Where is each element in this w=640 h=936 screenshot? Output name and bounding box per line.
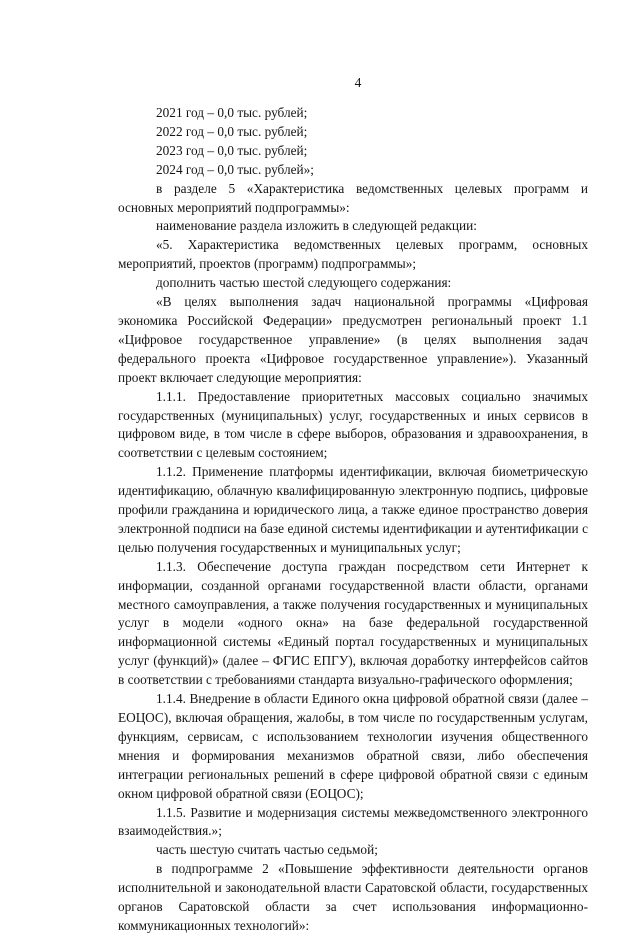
budget-line-2022: 2022 год – 0,0 тыс. рублей; [156,123,308,139]
paragraph-new-title: «5. Характеристика ведомственных целевых программ, основных мероприятий, проектов (программ) подпрограммы»; [118,237,588,272]
budget-line-2023: 2023 год – 0,0 тыс. рублей; [156,142,308,158]
item-1-1-3: 1.1.3. Обеспечение доступа граждан посредством сети Интернет к информации, созданной органами государственной власти области, органами местного самоуправления, а также получения государственных и муниципальных услуг в модели «одного окна» на базе федеральной государственной информационной системы «Единый портал государственных и муниципальных услуг (функций)» (далее – ФГИС ЕПГУ), включая доработку интерфейсов сайтов в соответствии с требованиями стандарта визуально-графического оформления; [118,558,588,688]
paragraph-rename-section: наименование раздела изложить в следующей редакции: [156,218,477,234]
paragraph-add-part-six: дополнить частью шестой следующего содержания: [156,275,452,291]
paragraph-subprogram-2: в подпрограмме 2 «Повышение эффективности деятельности органов исполнительной и законодательной власти Саратовской области, государственных органов Саратовской области за счет использования информационно-коммуникационных технологий»: [118,861,588,933]
item-1-1-2: 1.1.2. Применение платформы идентификации, включая биометрическую идентификацию, облачную квалифицированную электронную подпись, цифровые профили гражданина и юридического лица, а также единое пространство доверия электронной подписи на базе единой системы идентификации и аутентификации с целью получения государственных и муниципальных услуг; [118,464,588,555]
paragraph-part-renumber: часть шестую считать частью седьмой; [156,842,378,858]
document-body [118,104,588,936]
paragraph-section-5: в разделе 5 «Характеристика ведомственных целевых программ и основных мероприятий подпрограммы»: [118,180,588,215]
budget-line-2024: 2024 год – 0,0 тыс. рублей»; [156,161,314,177]
item-1-1-4: 1.1.4. Внедрение в области Единого окна цифровой обратной связи (далее – ЕОЦОС), включая обращения, жалобы, в том числе по государственным услугам, функциям, сервисам, с использованием технологии изучения общественного мнения и формирования механизмов обратной связи, либо обеспечения интеграции региональных решений в сфере цифровой обратной связи с единым окном цифровой обратной связи (ЕОЦОС); [118,691,588,801]
budget-line-2021: 2021 год – 0,0 тыс. рублей; [156,105,308,120]
item-1-1-5: 1.1.5. Развитие и модернизация системы межведомственного электронного взаимодействия.»; [118,804,588,839]
item-1-1-1: 1.1.1. Предоставление приоритетных массовых социально значимых государственных (муниципальных) услуг, государственных и иных сервисов в цифровом виде, в том числе в сфере выборов, образования и здравоохранения, в соответствии с целевым состоянием; [118,388,588,461]
page-number: 4 [354,75,362,90]
paragraph-regional-project: «В целях выполнения задач национальной программы «Цифровая экономика Российской Федерации» предусмотрен региональный проект 1.1 «Цифровое государственное управление» (в целях выполнения задач федерального проекта «Цифровое государственное управление»). Указанный проект включает следующие мероприятия: [118,294,588,385]
